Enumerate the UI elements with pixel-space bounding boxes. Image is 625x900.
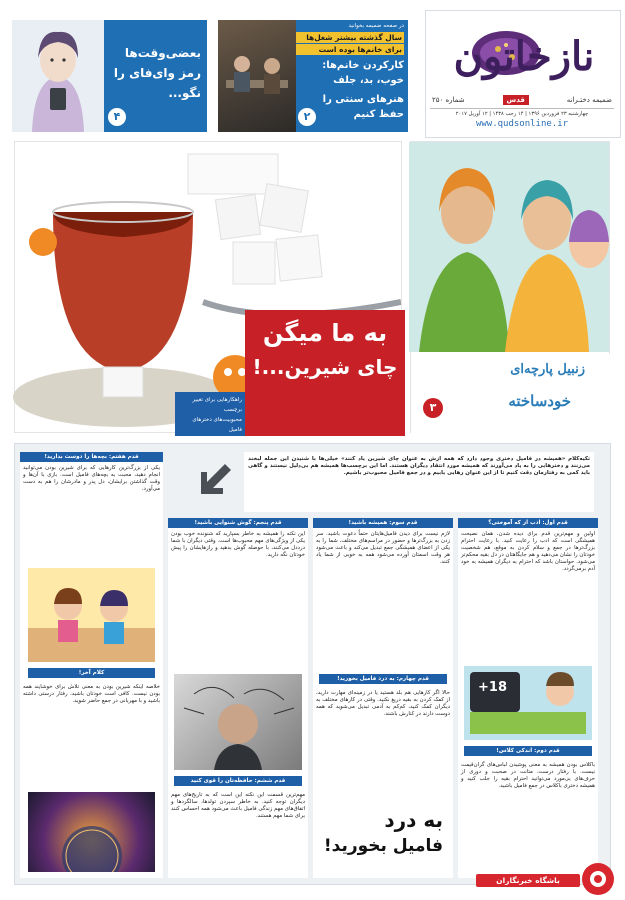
main-story-image [14, 141, 402, 433]
main-story-title-line1: به ما میگن [262, 319, 388, 347]
supplement-label [432, 95, 612, 105]
intro-text: تکیه‌کلام «همیشه در فامیل دختری وجود دارد که همه ازش به عنوان چای شیرین یاد کنند» خیلی‌ها با شنیدن این جمله لبخند می‌زنند و دخترهایی را به یاد می‌آورند که همیشه مورد انتقاد دیگران هستند. اما این برچسب‌ها همیشه هم بی‌دلیل نیستند و گاهی باید کمی به رفتارمان دقت کنیم تا از این عنوان رهایی یابیم و در جمع فامیل محبوب‌تر باشیم. [244, 452, 594, 512]
step3-text: لازم نیست برای دیدن فامیل‌هایتان حتماً دعوت باشید. سر زدن به بزرگ‌ترها و حضور در مراسم‌های مختلف، شما را به یکی از اعضای همیشگی جمع تبدیل می‌کند و باعث می‌شود هر وقت اسمتان آورده می‌شود همه به خوبی از شما یاد کنند. [316, 531, 450, 565]
step1-header: قدم اول: ادب از که آموختی؟ [458, 518, 598, 528]
step4-title-line2: فامیل بخورید! [323, 836, 443, 856]
stressed-man-photo-icon [174, 674, 302, 770]
column-left [20, 452, 163, 878]
column-mid-right [313, 518, 453, 878]
promo-secrets-line1: بعضی‌وقت‌ها [124, 46, 201, 60]
step5-header: قدم پنجم: گوش شنوایی باشید! [168, 518, 308, 528]
girl-phone-illustration [12, 20, 104, 132]
promo-crafts-line2: برای خانم‌ها بوده است [296, 44, 404, 55]
step7-text: یکی از بزرگ‌ترین کارهایی که برای شیرین بودن می‌توانید انجام دهید، محبت به بچه‌های فامیل است. بازی با آن‌ها و وقت گذاشتن برایشان، دل پدر و مادرشان را هم به دست می‌آورد. [23, 465, 160, 492]
issue-number: شماره ۲۵۰ [432, 96, 465, 104]
step1-cartoon [464, 666, 592, 740]
step5-text: این نکته را همیشه به خاطر بسپارید که شنونده خوب بودن یکی از ویژگی‌های مهم محبوب‌ها است. وقتی دیگران با شما درددل می‌کنند، با حوصله گوش بدهید و رازهایشان را پیش خودتان نگه دارید. [171, 531, 305, 558]
step7-cartoon [28, 568, 155, 662]
promo-crafts-line3: کارکردن خانم‌ها: [322, 60, 404, 71]
plus18-cartoon-icon [464, 666, 592, 740]
promo-secrets-line2: رمز وای‌فای را [113, 66, 201, 80]
step4-text: حالا اگر کارهایی هم بلد هستید یا در زمینه‌ای مهارت دارید، از کمک کردن به بقیه دریغ نکنید. وقتی در کارهای مختلف به دیگران کمک کنید، کم‌کم به آدمی تبدیل می‌شوید که همه دوست دارند در کنارش باشند. [316, 690, 450, 717]
promo-crafts-photo [218, 20, 296, 132]
final-photo [28, 792, 155, 872]
watermark-text: باشگاه خبرنگاران [476, 874, 580, 887]
women-cartoon-illustration [409, 142, 609, 352]
cartoon-caption-line1: زنبیل پارچه‌ای [510, 362, 585, 377]
cartoon-caption [411, 354, 611, 434]
final-text: خلاصه اینکه شیرین بودن به معنی تلاش برای خوشایند همه بودن نیست. کافی است خودتان باشید، رفتار درستی داشته باشید و با مهربانی در جمع حاضر شوید. [23, 684, 160, 704]
cartoon-number: ۳ [423, 398, 443, 418]
promo-secrets[interactable] [12, 20, 207, 132]
step4-header: قدم چهارم: به درد فامیل بخورید! [319, 674, 447, 684]
promo-crafts-line6: حفظ کنیم [353, 109, 404, 120]
date-line: چهارشنبه ۲۳ فروردین ۱۳۹۶ | ۱۴ رجب ۱۴۳۸ | ۱۲ آوریل ۲۰۱۷ [430, 108, 614, 117]
supplement-text: ضمیمه دختـرانه [566, 96, 612, 104]
main-story-title-line2: چای شیرین...! [252, 355, 398, 379]
promo-secrets-line3: نگو... [168, 86, 201, 100]
column-right [458, 518, 598, 878]
promo-crafts-line4: خوب، بد، جلف [333, 75, 404, 86]
watermark [470, 862, 620, 896]
promo-crafts-line5: هنرهای سنتی را [322, 94, 404, 105]
step6-text: مهم‌ترین قسمت این نکته این است که به تاریخ‌های مهم دیگران توجه کنید. به خاطر سپردن تولدها، سالگردها و اتفاق‌های مهم زندگی فامیل باعث می‌شود همه احساس کنند برای شما مهم هستند. [171, 792, 305, 819]
step5-photo [174, 674, 302, 770]
cartoon-caption-line2: خودساخته [508, 392, 571, 410]
kids-cartoon-icon [28, 568, 155, 662]
step2-text: باکلاس بودن همیشه به معنی پوشیدن لباس‌های گران‌قیمت نیست. با رفتار درست، متانت در صحبت و دوری از حرف‌های بی‌مورد می‌توانید احترام بقیه را جلب کنید و همیشه دختری باکلاس در جمع فامیل باشید. [461, 762, 595, 789]
step1-text: اولین و مهم‌ترین قدم برای دیده شدن، همان نصیحت همیشگی است که ادب را رعایت کنید. با رعایت احترام بزرگ‌ترها در جمع و سلام کردن به موقع، هم شخصیت خودتان را نشان می‌دهید و هم جایگاهتان در دل بقیه محکم‌تر می‌شود. حواستان باشد که احترام به دیگران همیشه به خود آدم برمی‌گردد. [461, 531, 595, 572]
promo-crafts-line1: سال گذشته بیشتر شغل‌ها [296, 32, 404, 43]
promo-crafts-number: ۲ [298, 108, 316, 126]
logo [436, 15, 612, 95]
cartoon-panel [410, 141, 610, 433]
main-story-title-box [245, 310, 405, 436]
promo-secrets-number: ۴ [108, 108, 126, 126]
main-story-subtitle-line1: راهکارهایی برای تغییر برچسب [192, 397, 242, 413]
promo-secrets-illustration [12, 20, 104, 132]
step3-header: قدم سوم: همیشه باشید! [313, 518, 453, 528]
step4-title-line1: به درد [384, 808, 443, 832]
step6-header: قدم ششم: حافظه‌تان را قوی کنید [174, 776, 302, 786]
plus18-badge: +18 [478, 680, 507, 695]
seamstress-photo-icon [218, 20, 296, 132]
promo-crafts-kicker: در صفحه ضمیمه بخوانید [348, 23, 404, 29]
logo-text: نازخاتون [453, 33, 595, 80]
arrow-down-left-icon [195, 458, 235, 498]
earth-night-photo-icon [28, 792, 155, 872]
step2-header: قدم دوم: اندکی کلاس! [464, 746, 592, 756]
main-story-subtitle [175, 392, 245, 436]
final-header: کلام آخر! [28, 668, 155, 678]
masthead [425, 10, 621, 138]
quds-logo: قدس [503, 95, 529, 105]
main-story-subtitle-line2: محبوبیت‌های دخترهای فامیل [192, 417, 242, 433]
promo-crafts[interactable] [218, 20, 408, 132]
watermark-logo-icon [578, 862, 618, 896]
step7-header: قدم هفتم: بچه‌ها را دوست بدارید! [20, 452, 163, 462]
column-mid-left [168, 518, 308, 878]
website: www.qudsonline.ir [475, 119, 569, 129]
